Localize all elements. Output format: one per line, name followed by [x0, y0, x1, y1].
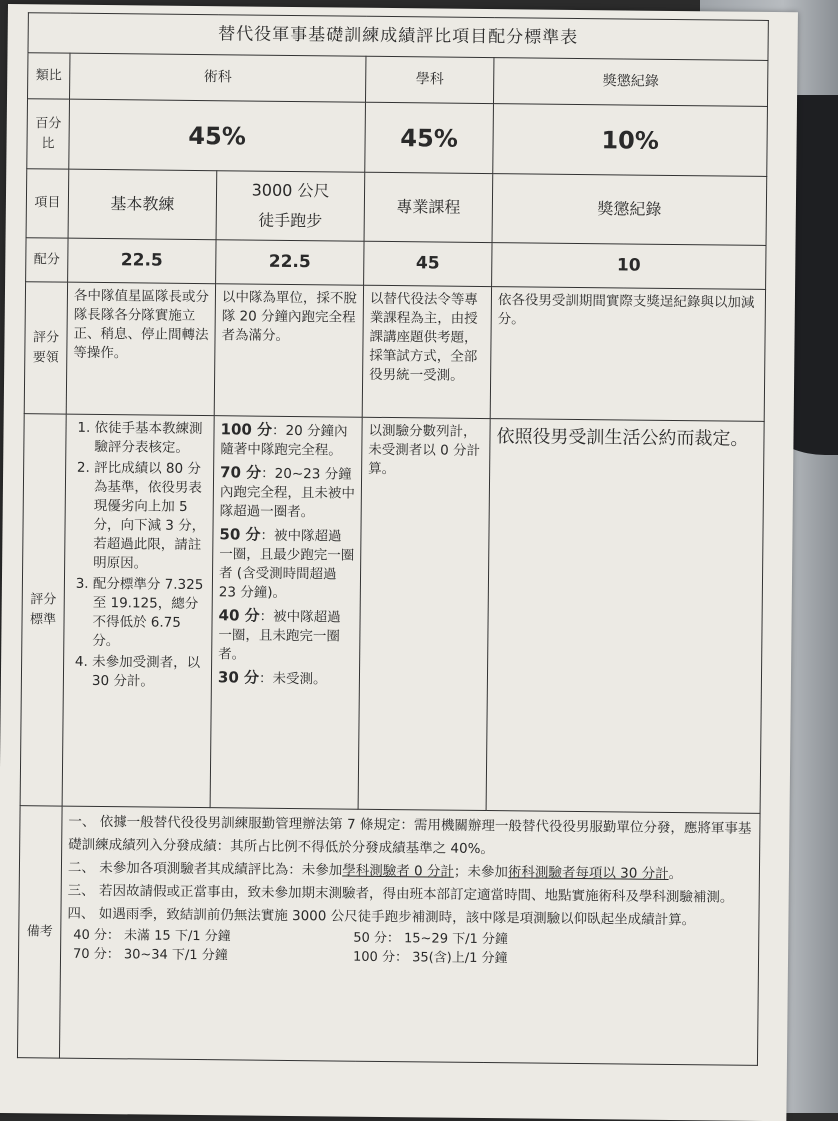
- method-reward: 依各役男受訓期間實際支獎逞紀錄與以加減分。: [490, 287, 765, 422]
- run-score-label: 50 分: [219, 525, 261, 544]
- run-score-text: ：20 分鐘內隨著中隊跑完全程。: [220, 422, 348, 459]
- remark-1: 一、 依據一般替代役役男訓練服勤管理辦法第 7 條規定：需用機關辦理一般替代役役男服勤單位分發，應將軍事基礎訓練成績列入分發成績：其所占比例不得低於分發成績基準之 40%。: [68, 813, 752, 858]
- points-reward: 10: [492, 243, 767, 290]
- score-standard-table: [17, 12, 769, 1066]
- method-basic: 各中隊值星區隊長或分隊長隊各分隊實施立正、稍息、停止間轉法等操作。: [66, 282, 215, 416]
- standard-basic: [62, 414, 214, 808]
- standard-basic-item: 1. 依徒手基本教練測驗評分表核定。: [94, 419, 207, 458]
- label-points: 配分: [26, 238, 68, 282]
- standard-basic-item: 3. 配分標準分 7.325 至 19.125，總分不得低於 6.75 分。: [92, 575, 206, 652]
- item-reward: 獎懲紀錄: [492, 174, 767, 246]
- remark-3: 三、 若因故請假或正當事由，致未參加期末測驗者，得由班本部訂定適當時間、地點實施術科及學科測驗補測。: [67, 882, 734, 906]
- document-title: 替代役軍事基礎訓練成績評比項目配分標準表: [28, 13, 768, 61]
- situp-50: 50 分： 15~29 下/1 分鐘: [353, 930, 509, 948]
- label-remarks: 備考: [17, 806, 62, 1058]
- points-run: 22.5: [216, 240, 364, 286]
- document-page: [0, 4, 798, 1121]
- standard-basic-item: 2. 評比成績以 80 分為基準，依役男表現優劣向上加 5 分，向下減 3 分，若超過此限，請註明原因。: [93, 459, 207, 574]
- label-method: 評分要領: [24, 282, 67, 414]
- percent-technical: 45%: [69, 99, 366, 172]
- situp-table: [67, 926, 752, 971]
- method-run: 以中隊為單位，採不脫隊 20 分鐘內跑完全程者為滿分。: [214, 284, 363, 418]
- method-course: 以替代役法令等專業課程為主，由授課講座題供考題，採筆試方式，全部役男統一受測。: [362, 285, 491, 418]
- standard-basic-item: 4. 未參加受測者，以 30 分計。: [92, 653, 205, 692]
- standard-reward: 依照役男受訓生活公約而裁定。: [486, 419, 764, 814]
- category-academic: 學科: [365, 56, 493, 103]
- points-course: 45: [364, 241, 492, 286]
- label-category: 類比: [28, 53, 70, 99]
- label-percent: 百分比: [27, 99, 70, 169]
- item-run-line1: 3000 公尺: [251, 180, 330, 201]
- situp-40: 40 分： 未滿 15 下/1 分鐘: [73, 927, 231, 945]
- remarks-cell: [59, 806, 760, 1065]
- run-score-text: ：被中隊超過一圈，且未跑完一圈者。: [218, 608, 341, 663]
- run-score-label: 40 分: [218, 606, 260, 625]
- category-technical: 術科: [70, 53, 366, 102]
- points-basic: 22.5: [68, 238, 216, 284]
- run-score-text: ：20~23 分鐘內跑完全程，且未被中隊超過一圈者。: [219, 465, 355, 521]
- item-run: [216, 171, 365, 242]
- situp-100: 100 分： 35(含)上/1 分鐘: [352, 949, 508, 967]
- percent-academic: 45%: [365, 102, 494, 173]
- percent-reward: 10%: [493, 104, 768, 177]
- remark-2: 二、 未參加各項測驗者其成績評比為：未參加學科測驗者 0 分計；未參加術科測驗者每項以 30 分計。: [67, 859, 683, 883]
- run-score-text: ：未受測。: [258, 670, 327, 688]
- item-run-line2: 徒手跑步: [258, 210, 323, 231]
- run-score-label: 100 分: [220, 420, 273, 439]
- item-basic: 基本教練: [68, 169, 217, 240]
- label-standard: 評分標準: [20, 414, 66, 806]
- run-score-label: 70 分: [220, 463, 262, 482]
- standard-run: [210, 416, 362, 810]
- item-course: 專業課程: [364, 172, 493, 242]
- category-reward: 獎懲紀錄: [493, 58, 768, 107]
- situp-70: 70 分： 30~34 下/1 分鐘: [72, 946, 228, 964]
- run-score-text: ：被中隊超過一圈，且最少跑完一圈者 (含受測時間超過 23 分鐘)。: [218, 527, 355, 601]
- standard-course: 以測驗分數列計，未受測者以 0 分計算。: [358, 417, 490, 810]
- run-score-label: 30 分: [217, 668, 260, 687]
- label-item: 項目: [26, 169, 69, 238]
- remark-4: 四、 如遇雨季，致結訓前仍無法實施 3000 公尺徒手跑步補測時，該中隊是項測驗以仰臥起坐成績計算。: [67, 905, 696, 929]
